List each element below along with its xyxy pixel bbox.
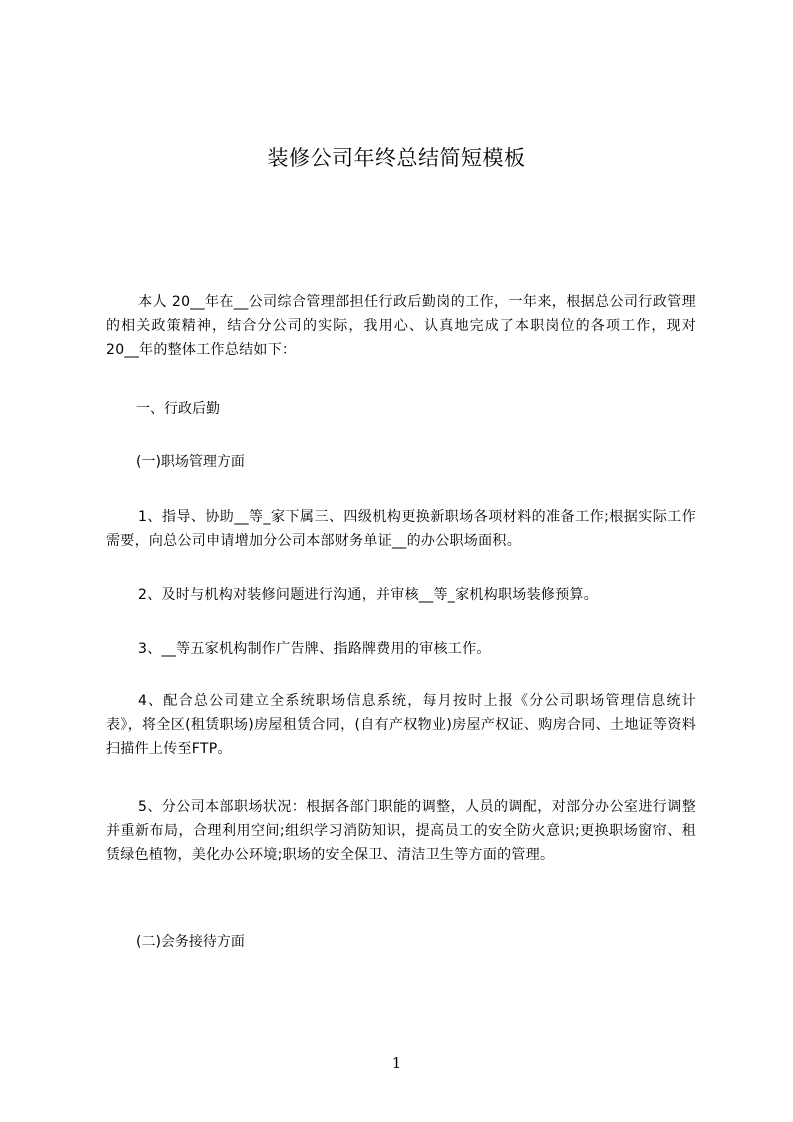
list-item-4 [106,689,696,761]
list-item-3-text: 3、__等五家机构制作广告牌、指路牌费用的审核工作。 [138,641,491,657]
subsection-heading-2: (二)会务接待方面 [136,934,245,950]
intro-paragraph [106,290,696,362]
list-item-5-text: 5、分公司本部职场状况：根据各部门职能的调整，人员的调配，对部分办公室进行调整并重新布局，合理利用空间;组织学习消防知识，提高员工的安全防火意识;更换职场窗帘、租赁绿色植物，美化办公环境;职场的安全保卫、清洁卫生等方面的管理。 [106,799,696,863]
list-item-4-text: 4、配合总公司建立全系统职场信息系统，每月按时上报《分公司职场管理信息统计表》，将全区(租赁职场)房屋租赁合同，(自有产权物业)房屋产权证、购房合同、土地证等资料扫描件上传至FTP。 [106,693,696,757]
intro-text: 本人 20__年在__公司综合管理部担任行政后勤岗的工作，一年来，根据总公司行政管理的相关政策精神，结合分公司的实际，我用心、认真地完成了本职岗位的各项工作，现对 20__年的整体工作总结如下： [106,294,696,358]
page-number: 1 [391,1054,402,1072]
list-item-2-text: 2、及时与机构对装修问题进行沟通，并审核__等_家机构职场装修预算。 [138,587,599,603]
list-item-2 [106,583,696,607]
list-item-1 [106,505,696,553]
section-heading-1: 一、行政后勤 [136,401,220,417]
document-title: 装修公司年终总结简短模板 [267,146,526,170]
list-item-3 [106,637,696,661]
list-item-1-text: 1、指导、协助__等_家下属三、四级机构更换新职场各项材料的准备工作;根据实际工作需要，向总公司申请增加分公司本部财务单证__的办公职场面积。 [106,509,696,549]
list-item-5 [106,795,696,867]
subsection-heading-1: (一)职场管理方面 [136,454,245,470]
